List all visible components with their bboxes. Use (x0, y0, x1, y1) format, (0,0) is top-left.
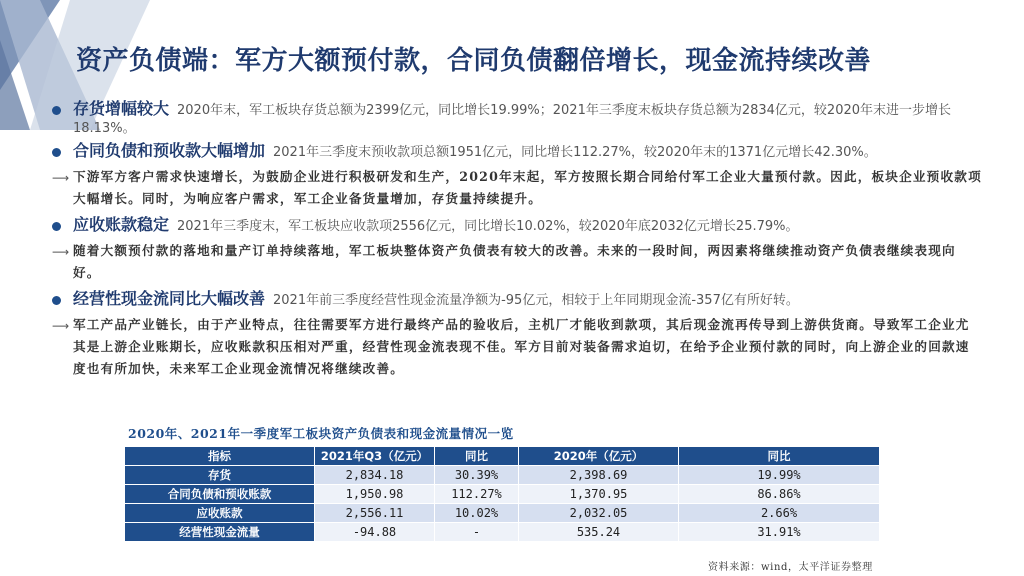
point-heading: 合同负债和预收款大幅增加 (73, 141, 266, 160)
bullet-dot-icon (52, 222, 61, 231)
arrow-icon: ⟶ (52, 319, 70, 333)
table-cell: - (435, 523, 519, 542)
table-cell: 86.86% (679, 485, 880, 504)
column-header: 2021年Q3（亿元） (315, 447, 435, 466)
balance-sheet-table (124, 446, 880, 542)
table-cell: 535.24 (519, 523, 679, 542)
bullet-dot-icon (52, 296, 61, 305)
arrow-icon: ⟶ (52, 171, 70, 185)
column-header: 指标 (125, 447, 315, 466)
point-contract-liabilities (52, 142, 982, 162)
sub-point-text: 下游军方客户需求快速增长，为鼓励企业进行积极研发和生产，2020年末起，军方按照长期合同给付军工企业大量预付款。因此，板块企业预收款项大幅增长。同时，为响应客户需求，军工企业备货量增加，存货量持续提升。 (73, 169, 982, 206)
column-header: 同比 (679, 447, 880, 466)
row-label: 存货 (125, 466, 315, 485)
bullet-dot-icon (52, 148, 61, 157)
point-receivables (52, 216, 982, 236)
point-text: 2021年三季度末，军工板块应收款项2556亿元，同比增长10.02%，较2020年底2032亿元增长25.79%。 (177, 219, 799, 234)
content-body (52, 100, 982, 386)
table-cell: 2,556.11 (315, 504, 435, 523)
column-header: 同比 (435, 447, 519, 466)
table-row (125, 504, 880, 523)
table-cell: 10.02% (435, 504, 519, 523)
table-cell: 19.99% (679, 466, 880, 485)
point-text: 2020年末，军工板块存货总额为2399亿元，同比增长19.99%；2021年三季度末板块存货总额为2834亿元，较2020年末进一步增长18.13%。 (73, 103, 952, 136)
table-cell: 2,834.18 (315, 466, 435, 485)
sub-point (52, 314, 982, 380)
table-cell: 2,398.69 (519, 466, 679, 485)
sub-point-text: 随着大额预付款的落地和量产订单持续落地，军工板块整体资产负债表有较大的改善。未来的一段时间，两因素将继续推动资产负债表继续表现向好。 (73, 243, 956, 280)
row-label: 应收账款 (125, 504, 315, 523)
table-cell: -94.88 (315, 523, 435, 542)
table-header-row (125, 447, 880, 466)
page-title: 资产负债端：军方大额预付款，合同负债翻倍增长，现金流持续改善 (76, 46, 872, 76)
table-cell: 2.66% (679, 504, 880, 523)
table-row (125, 523, 880, 542)
point-heading: 经营性现金流同比大幅改善 (73, 289, 266, 308)
table-cell: 2,032.05 (519, 504, 679, 523)
table-row (125, 466, 880, 485)
column-header: 2020年（亿元） (519, 447, 679, 466)
point-heading: 应收账款稳定 (73, 215, 170, 234)
row-label: 经营性现金流量 (125, 523, 315, 542)
bullet-dot-icon (52, 106, 61, 115)
table-cell: 30.39% (435, 466, 519, 485)
point-text: 2021年前三季度经营性现金流量净额为-95亿元，相较于上年同期现金流-357亿有所好转。 (273, 293, 799, 308)
table-title: 2020年、2021年一季度军工板块资产负债表和现金流量情况一览 (128, 426, 514, 441)
table-cell: 31.91% (679, 523, 880, 542)
source-note: 资料来源：wind，太平洋证券整理 (708, 562, 873, 573)
sub-point (52, 166, 982, 210)
table-cell: 1,370.95 (519, 485, 679, 504)
table-cell: 1,950.98 (315, 485, 435, 504)
point-cash-flow (52, 290, 982, 310)
point-text: 2021年三季度末预收款项总额1951亿元，同比增长112.27%，较2020年末的1371亿元增长42.30%。 (273, 145, 877, 160)
row-label: 合同负债和预收账款 (125, 485, 315, 504)
arrow-icon: ⟶ (52, 245, 70, 259)
point-heading: 存货增幅较大 (73, 99, 170, 118)
point-inventory (52, 100, 982, 138)
sub-point (52, 240, 982, 284)
table-cell: 112.27% (435, 485, 519, 504)
table-row (125, 485, 880, 504)
sub-point-text: 军工产品产业链长，由于产业特点，往往需要军方进行最终产品的验收后，主机厂才能收到款项，其后现金流再传导到上游供货商。导致军工企业尤其是上游企业账期长，应收账款积压相对严重，经营性现金流表现不佳。军方目前对装备需求迫切，在给予企业预付款的同时，向上游企业的回款速度也有所加快，未来军工企业现金流情况将继续改善。 (73, 317, 970, 376)
